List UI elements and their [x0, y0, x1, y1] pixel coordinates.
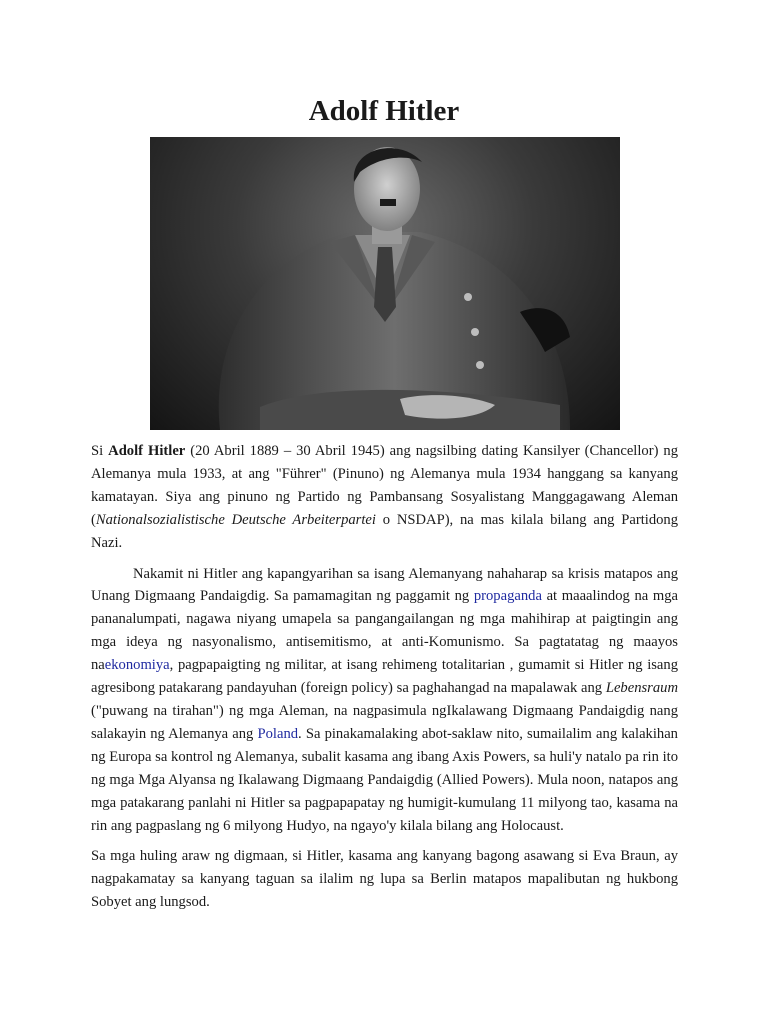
page-title: Adolf Hitler: [308, 95, 460, 127]
paragraph-intro: [91, 440, 678, 555]
paragraph-end: Sa mga huling araw ng digmaan, si Hitler, kasama ang kanyang bagong asawang si Eva Braun, ay nagpakamatay sa kanyang taguan sa ilalim ng lupa sa Berlin matapos mapalibutan ng hukbong Sobyet ang lungsod.: [91, 848, 678, 911]
article-body: [91, 440, 678, 922]
body-text: , pagpapaigting ng militar, at isang rehimeng totalitarian , gumamit si Hitler ng isang agresibong patakarang pandayuhan (foreign policy) sa paghahangad na mapalawak ang: [91, 657, 678, 697]
body-text: ("puwang na tirahan") ng mga Aleman, na nagpasimula ngIkalawang Digmaang Pandaigdig nang salakayin ng Alemanya ang: [91, 702, 678, 742]
intro-text: Si: [91, 443, 109, 459]
intro-text: o NSDAP), na mas kilala bilang ang Partidong Nazi.: [91, 511, 679, 551]
party-german-name: Nationalsozialistische Deutsche Arbeiterpartei: [95, 511, 376, 528]
poland-link[interactable]: Poland: [257, 725, 299, 742]
body-text: Nakamit ni Hitler ang kapangyarihan sa isang Alemanyang nahaharap sa krisis matapos ang Unang Digmaang Pandaigdig. Sa pamamagitan ng paggamit ng: [91, 565, 678, 605]
paragraph-rise: [91, 563, 678, 838]
body-text: . Sa pinakamalaking abot-saklaw nito, sumailalim ang kalakihan ng Europa sa kontrol ng Alemanya, subalit kasama ang ibang Axis Powers, sa huli'y natalo pa rin ito ng mga Mga Alyansa ng Ikalawang Digmaang Pandaigdig (Allied Powers). Mula noon, natapos ang mga patakarang panlahi ni Hitler sa pagpapapatay ng humigit-kumulang 11 milyong tao, kasama na rin ang pagpaslang ng 6 milyong Hudyo, na ngayo'y kilala bilang ang Holocaust.: [91, 725, 678, 834]
propaganda-link[interactable]: propaganda: [473, 588, 542, 605]
intro-text: (20 Abril 1889 – 30 Abril 1945) ang nagsilbing dating Kansilyer (Chancellor) ng Alemanya mula 1933, at ang "Führer" (Pinuno) ng Alemanya mula 1934 hanggang sa kanyang kamatayan. Siya ang pinuno ng Partido ng Pambansang Sosyalistang Manggagawang Aleman (: [91, 443, 678, 528]
body-text: at maaalindog na mga pananalumpati, nagawa niyang umapela sa pangangailangan ng mga mahihirap at paigtingin ang mga ideya ng nasyonalismo, antisemitismo, at anti-Komunismo. Sa pagtatatag ng maayos na: [91, 588, 678, 674]
lebensraum-term: Lebensraum: [605, 680, 678, 697]
subject-name: Adolf Hitler: [108, 443, 186, 459]
portrait-photo: [150, 137, 620, 430]
ekonomiya-link[interactable]: ekonomiya: [104, 657, 170, 674]
